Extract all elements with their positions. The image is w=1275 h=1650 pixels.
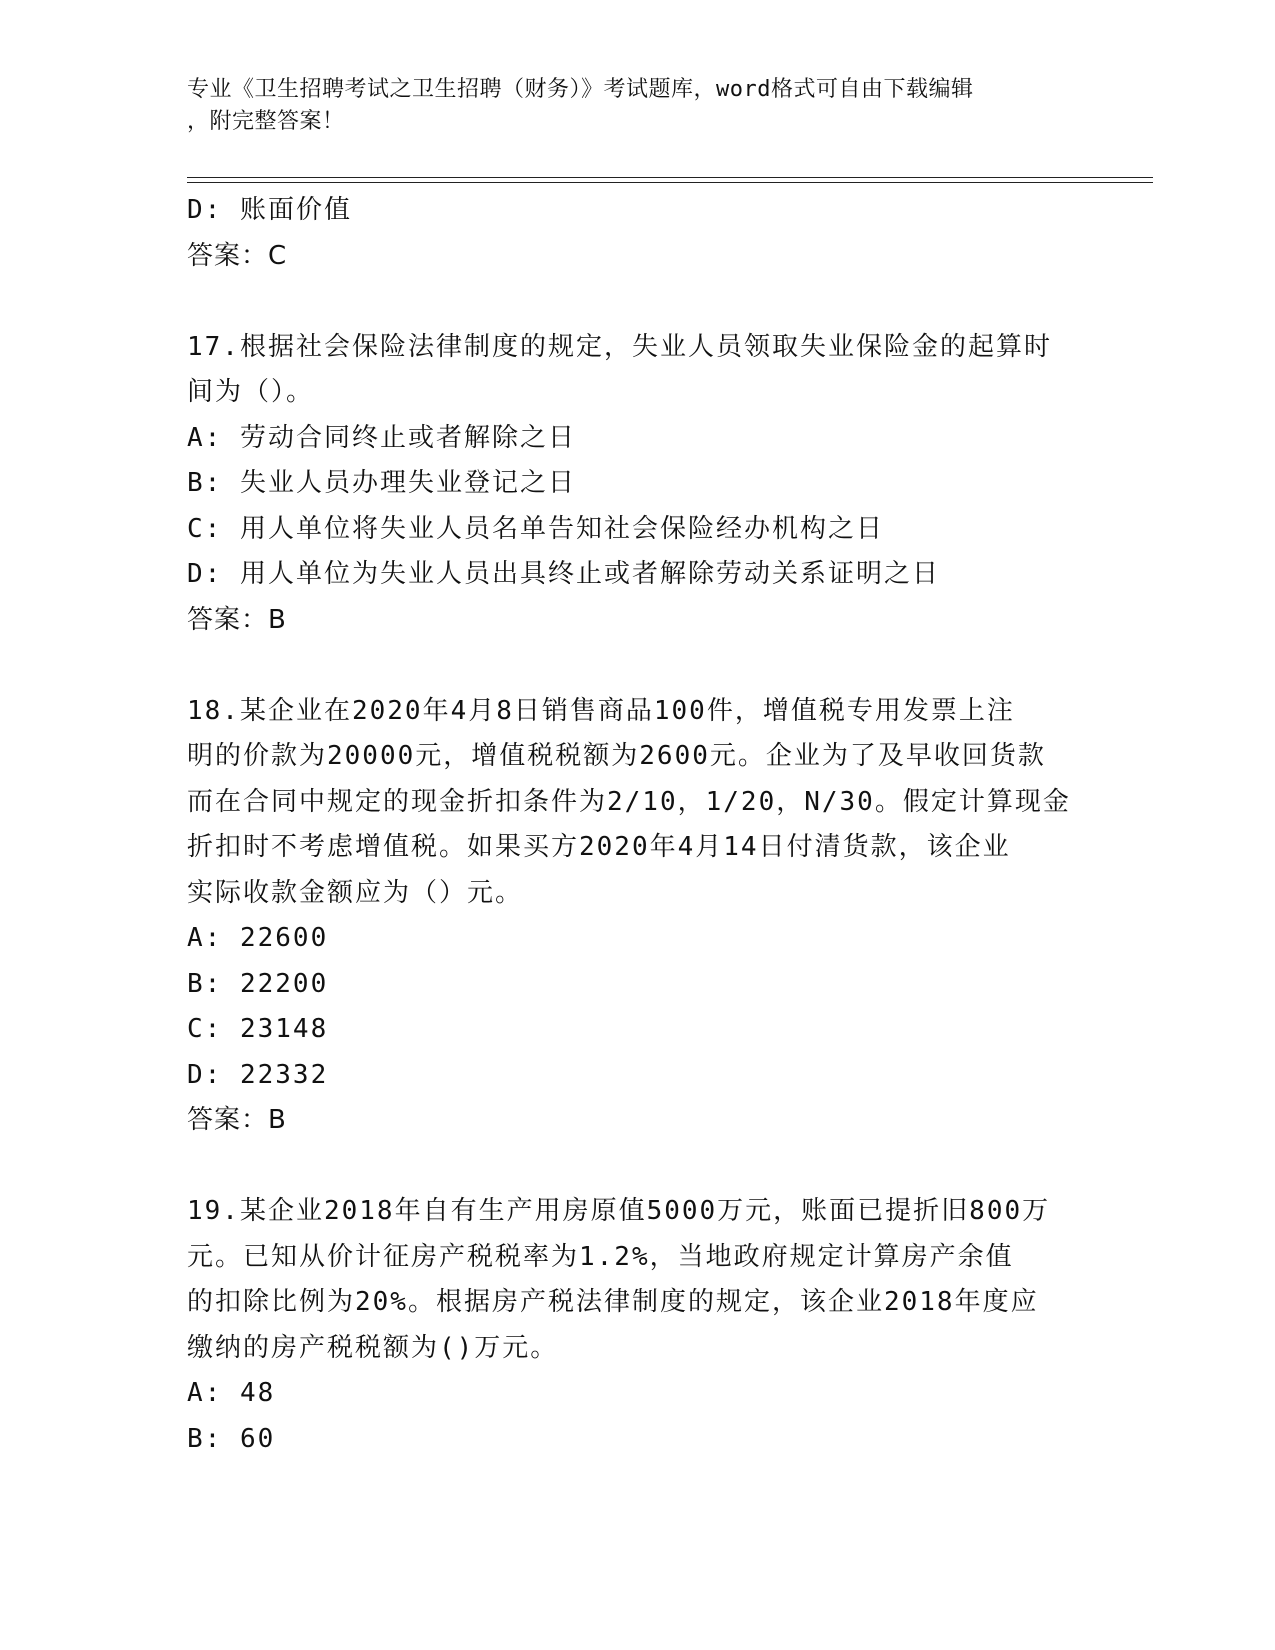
option-b: B: 22200	[187, 968, 329, 999]
answer: 答案：B	[187, 604, 287, 635]
option-a: A: 劳动合同终止或者解除之日	[187, 422, 576, 453]
option-a: A: 22600	[187, 923, 329, 953]
question-17	[187, 325, 1087, 644]
spacer	[187, 1144, 1087, 1190]
question-stem: 19.某企业2018年自有生产用房原值5000万元，账面已提折旧800万	[187, 1196, 1051, 1226]
question-stem: 17.根据社会保险法律制度的规定，失业人员领取失业保险金的起算时	[187, 331, 1052, 362]
question-16-tail	[187, 188, 1087, 279]
question-stem: 缴纳的房产税税额为()万元。	[187, 1332, 559, 1363]
question-stem: 的扣除比例为20%。根据房产税法律制度的规定，该企业2018年度应	[187, 1287, 1039, 1317]
answer: 答案：B	[187, 1105, 287, 1135]
question-stem: 而在合同中规定的现金折扣条件为2/10，1/20，N/30。假定计算现金	[187, 786, 1071, 817]
header-line-1: 专业《卫生招聘考试之卫生招聘（财务）》考试题库，word格式可自由下载编辑	[187, 77, 974, 102]
spacer	[187, 643, 1087, 689]
option-b: B: 60	[187, 1423, 276, 1454]
question-stem: 实际收款金额应为（）元。	[187, 877, 524, 908]
option-c: C: 用人单位将失业人员名单告知社会保险经办机构之日	[187, 513, 884, 544]
page-header	[187, 74, 1087, 138]
question-stem: 折扣时不考虑增值税。如果买方2020年4月14日付清货款，该企业	[187, 832, 1011, 862]
header-line-2: ，附完整答案！	[187, 109, 345, 134]
option-b: B: 失业人员办理失业登记之日	[187, 468, 576, 498]
question-18	[187, 689, 1087, 1144]
question-stem: 元。已知从价计征房产税税率为1.2%，当地政府规定计算房产余值	[187, 1241, 1014, 1272]
answer: 答案：C	[187, 240, 288, 271]
document-body	[187, 188, 1087, 1462]
spacer	[187, 279, 1087, 325]
option-a: A: 48	[187, 1378, 276, 1408]
option-d: D: 22332	[187, 1059, 329, 1090]
question-stem: 间为（）。	[187, 377, 315, 407]
question-stem: 18.某企业在2020年4月8日销售商品100件，增值税专用发票上注	[187, 695, 1015, 726]
option-c: C: 23148	[187, 1014, 329, 1044]
option-d: D: 用人单位为失业人员出具终止或者解除劳动关系证明之日	[187, 559, 940, 589]
header-rule-top	[187, 177, 1153, 178]
option-d: D: 账面价值	[187, 195, 352, 225]
question-19	[187, 1189, 1087, 1462]
question-stem: 明的价款为20000元，增值税税额为2600元。企业为了及早收回货款	[187, 741, 1046, 771]
header-rule-bottom	[187, 182, 1153, 183]
